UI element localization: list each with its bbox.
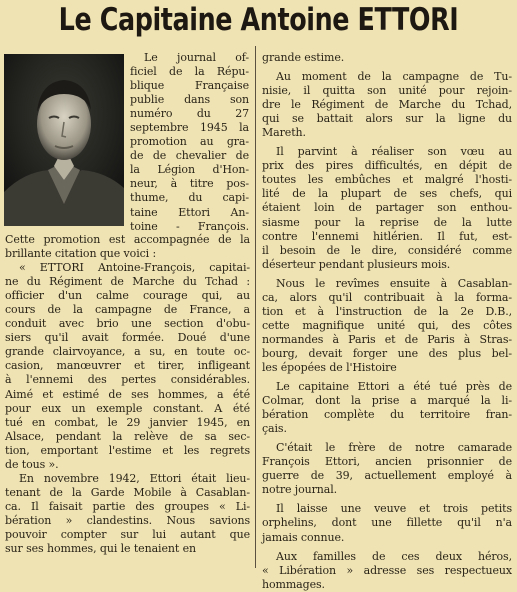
text-line: « Libération » adresse ses respectueux: [262, 563, 512, 577]
text-line: de tous ».: [5, 457, 59, 471]
text-line: tion et à l'instruction de la 2e D.B.,: [262, 304, 512, 318]
text-line: qui se battait alors sur la ligne du: [262, 112, 512, 126]
text-line: cette magnifique unité qui, des côtes: [262, 318, 512, 332]
text-line: bération complète du territoire fran-: [262, 408, 512, 422]
text-line: jamais connue.: [262, 530, 345, 544]
text-line: déserteur pendant plusieurs mois.: [262, 257, 451, 271]
text-line: Alsace, pendant la relève de sa sec-: [5, 429, 250, 443]
text-line: siers qu'il avait formée. Doué d'une: [5, 331, 250, 345]
text-line: Colmar, dont la prise a marqué la li-: [262, 394, 512, 408]
text-line: grande estime.: [262, 51, 345, 64]
text-line: conduit avec brio une section d'obu-: [5, 317, 250, 331]
text-line: Le journal of-: [144, 51, 249, 64]
text-line: ne du Régiment de Marche du Tchad :: [5, 275, 250, 289]
text-line: thume, du capi-: [130, 191, 249, 205]
portrait-image: [4, 54, 124, 226]
text-line: Cette promotion est accompagnée de la: [5, 233, 250, 246]
text-line: notre journal.: [262, 483, 338, 497]
text-line: bourg, devait forger une des plus bel-: [262, 346, 512, 360]
text-line: dre le Régiment de Marche du Tchad,: [262, 98, 512, 112]
text-line: « ETTORI Antoine-François, capitai-: [19, 261, 250, 275]
text-line: çais.: [262, 422, 287, 436]
text-line: casion, manœuvrer et tirer, infligeant: [5, 359, 250, 373]
text-line: étaient loin de partager son enthou-: [262, 201, 512, 215]
text-line: officier d'un calme courage qui, au: [5, 289, 250, 303]
portrait-photo: [4, 54, 124, 226]
text-line: à l'ennemi des pertes considérables.: [5, 373, 250, 387]
text-line: les épopées de l'Histoire: [262, 360, 397, 374]
text-line: normandes à Paris et de Paris à Stras-: [262, 332, 512, 346]
column-beside-photo: [130, 51, 249, 234]
text-line: tué en combat, le 29 janvier 1945, en: [5, 415, 250, 429]
text-line: Aux familles de ces deux héros,: [276, 549, 512, 563]
text-line: promotion au gra-: [130, 135, 249, 149]
text-line: Il laisse une veuve et trois petits: [276, 502, 512, 516]
column-right: [262, 51, 512, 592]
text-line: toutes les embûches et malgré l'hosti-: [262, 173, 512, 187]
text-line: En novembre 1942, Ettori était lieu-: [19, 471, 250, 485]
text-line: guerre de 39, actuellement employé à: [262, 469, 512, 483]
text-line: contre l'ennemi hitlérien. Il fut, est-: [262, 229, 512, 243]
text-line: C'était le frère de notre camarade: [276, 441, 512, 455]
text-line: François Ettori, ancien prisonnier de: [262, 455, 512, 469]
text-line: prix des pires difficultés, en dépit de: [262, 159, 512, 173]
text-line: septembre 1945 la: [130, 121, 249, 135]
column-divider: [255, 46, 256, 568]
text-line: grande clairvoyance, a su, en toute oc-: [5, 345, 250, 359]
text-line: tion, emportant l'estime et les regrets: [5, 443, 250, 457]
text-line: pour eux un exemple constant. A été: [5, 401, 250, 415]
text-line: taine Ettori An-: [130, 205, 249, 219]
text-line: siasme pour la reprise de la lutte: [262, 215, 512, 229]
text-line: blique Française: [130, 79, 249, 93]
text-line: de de chevalier de: [130, 149, 249, 163]
text-line: sur ses hommes, qui le tenaient en: [5, 542, 196, 556]
text-line: ca. Il faisait partie des groupes « Li-: [5, 499, 250, 513]
article-title: Le Capitaine Antoine ETTORI: [58, 2, 459, 38]
text-line: neur, à titre pos-: [130, 177, 249, 191]
text-line: ca, alors qu'il contribuait à la forma-: [262, 290, 512, 304]
text-line: toine - François.: [130, 219, 249, 233]
text-line: brillante citation que voici :: [5, 247, 157, 261]
text-line: publie dans son: [130, 93, 249, 107]
text-line: Aimé et estimé de ses hommes, a été: [5, 387, 250, 401]
text-line: numéro du 27: [130, 107, 249, 121]
column-left: [5, 233, 250, 556]
text-line: Le capitaine Ettori a été tué près de: [276, 380, 512, 394]
text-line: la Légion d'Hon-: [130, 163, 249, 177]
text-line: Il parvint à réaliser son vœu au: [276, 145, 512, 159]
text-line: il besoin de le dire, considéré comme: [262, 243, 512, 257]
text-line: lité de la plupart de ses chefs, qui: [262, 187, 512, 201]
text-line: nisie, il quitta son unité pour rejoin-: [262, 84, 512, 98]
text-line: pouvoir compter sur lui autant que: [5, 527, 250, 541]
text-line: Mareth.: [262, 126, 306, 140]
text-line: cours de la campagne de France, a: [5, 303, 250, 317]
text-line: ficiel de la Répu-: [130, 65, 249, 79]
text-line: Au moment de la campagne de Tu-: [276, 70, 512, 84]
text-line: Nous le revîmes ensuite à Casablan-: [276, 276, 512, 290]
text-line: orphelins, dont une fillette qu'il n'a: [262, 516, 512, 530]
text-line: tenant de la Garde Mobile à Casablan-: [5, 485, 250, 499]
text-line: bération » clandestins. Nous savions: [5, 513, 250, 527]
text-line: hommages.: [262, 577, 325, 591]
